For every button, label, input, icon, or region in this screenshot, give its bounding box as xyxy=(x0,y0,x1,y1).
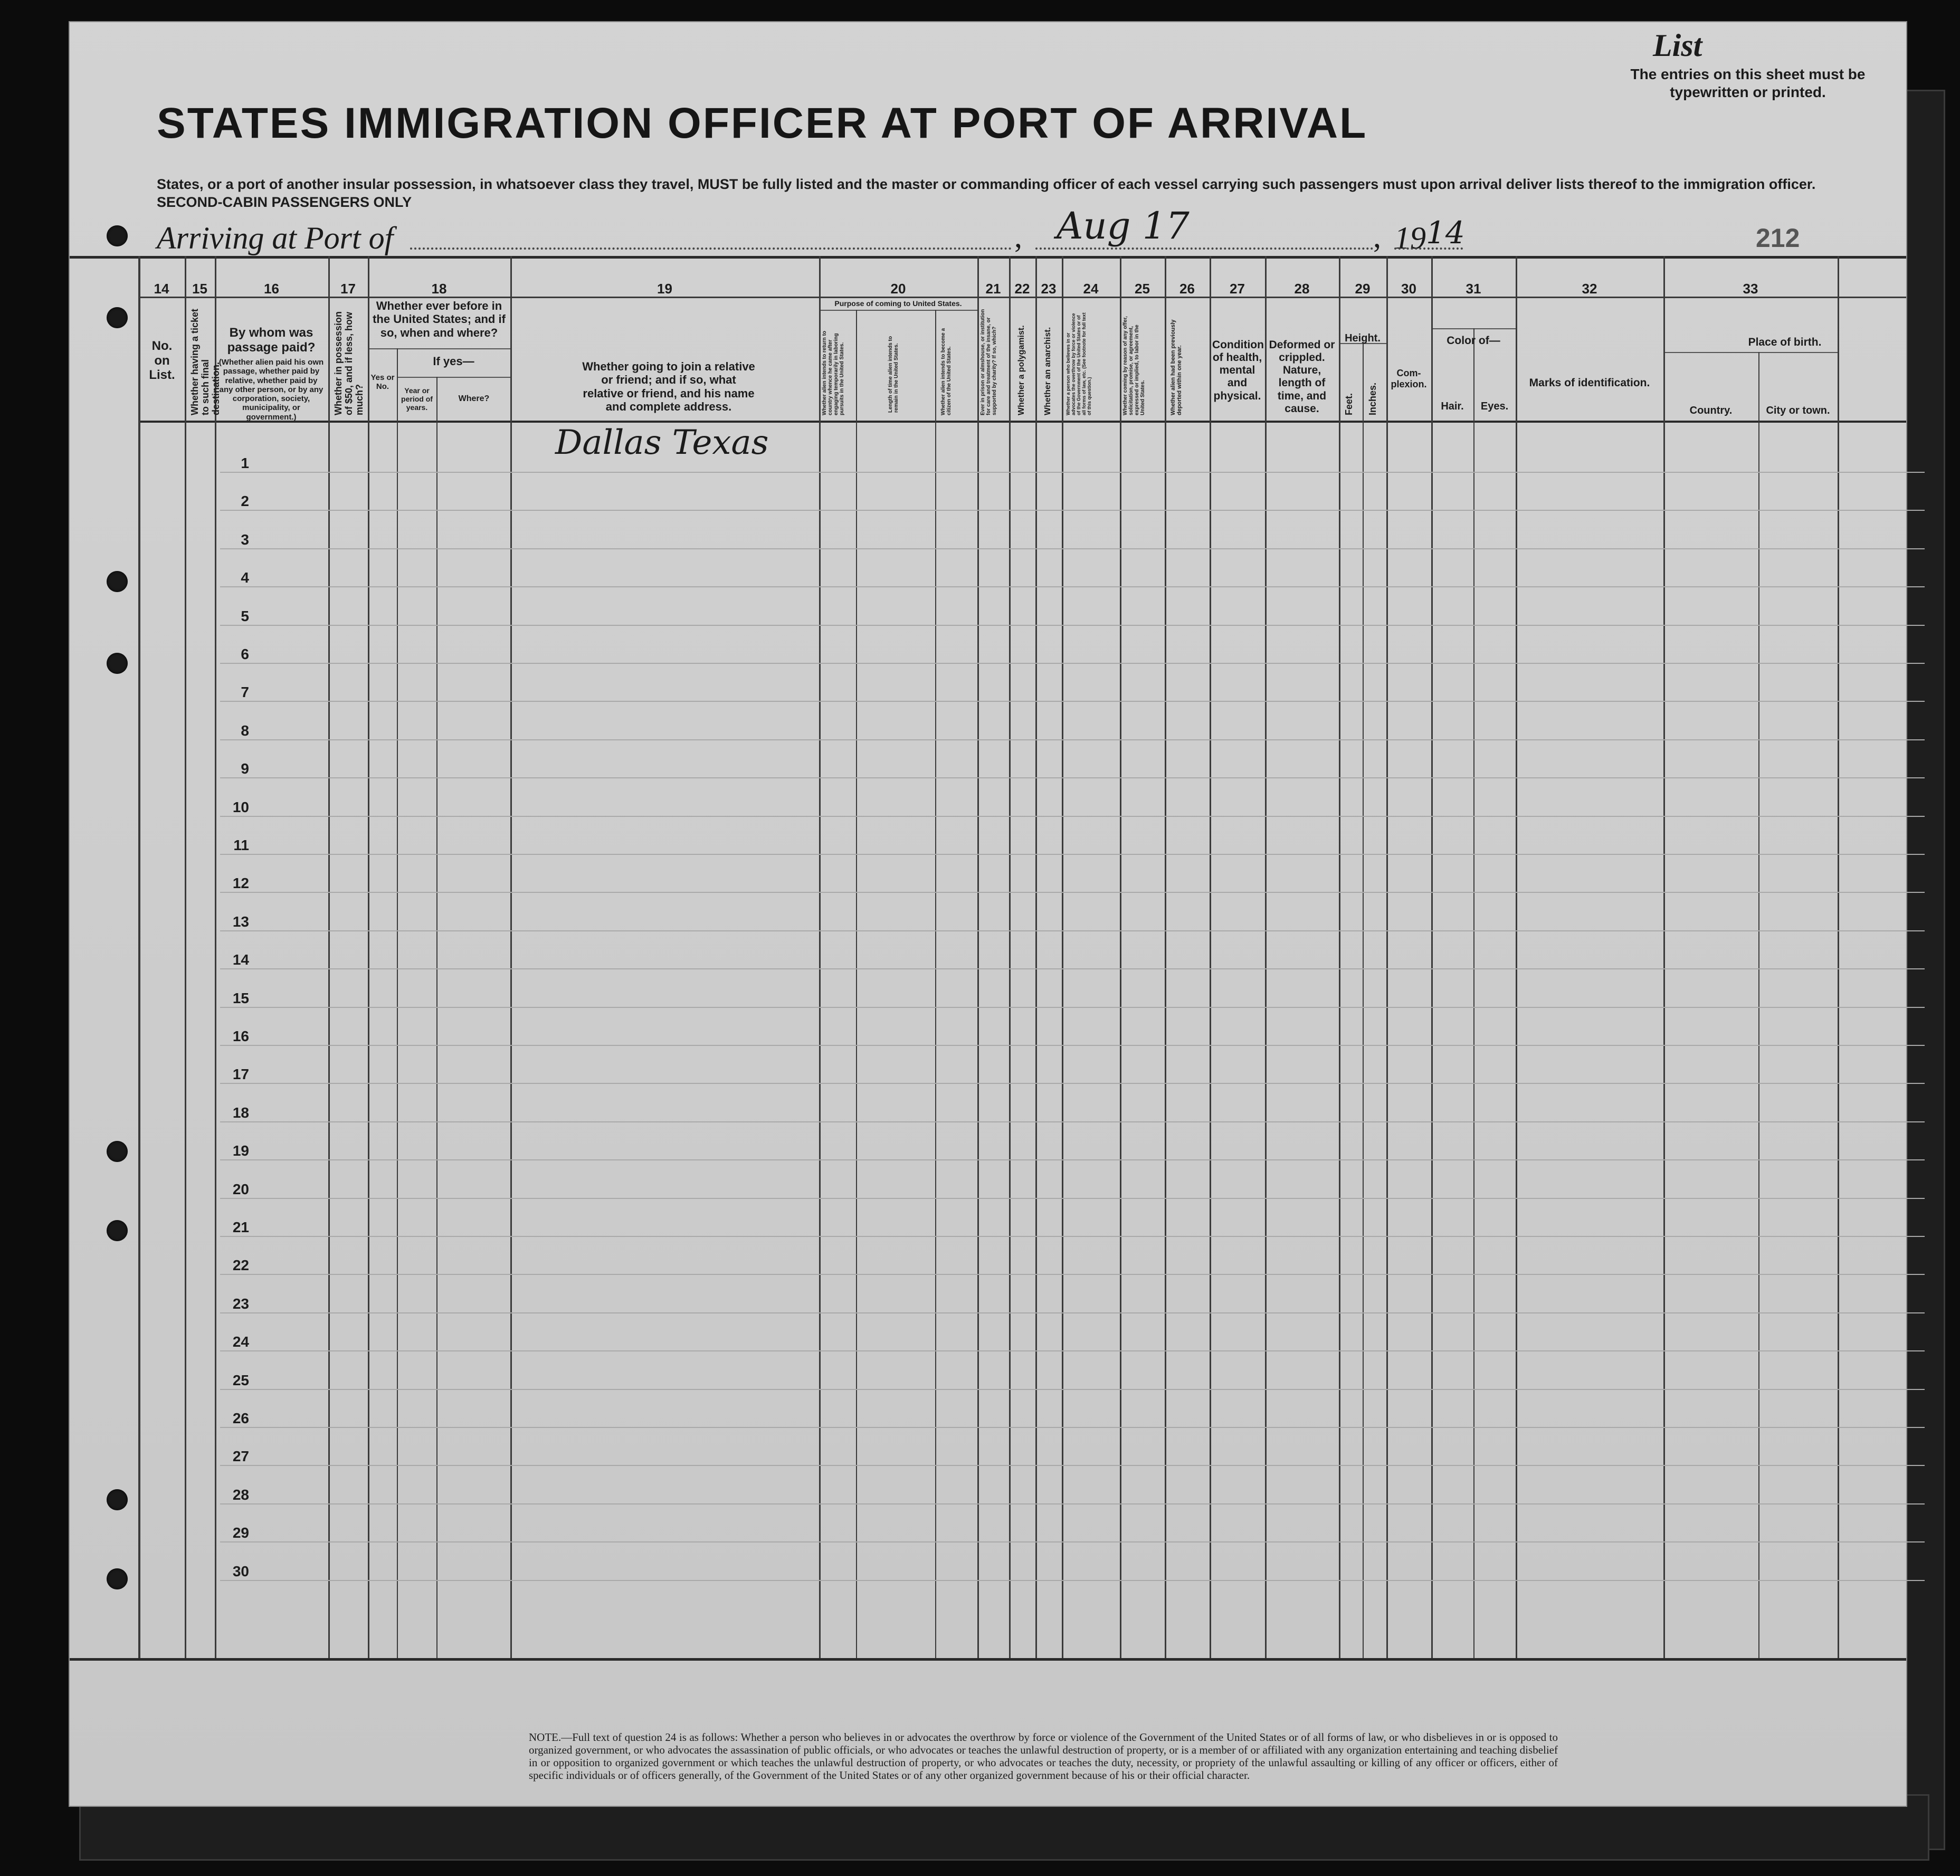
col-num-28: 28 xyxy=(1294,281,1310,297)
row-rule xyxy=(220,625,1925,626)
col18-header: Whether ever before in the United States; and if so, when and where? xyxy=(373,299,506,339)
col29-header: Height. xyxy=(1345,332,1381,344)
punch-hole xyxy=(107,1141,128,1162)
col-num-20: 20 xyxy=(890,281,906,297)
col24-header: Whether a person who believes in or advocates the overthrow by force or violence of the Government of the United States or of all forms of law, etc. (See footnote for full text of this question.) xyxy=(1065,312,1092,415)
col-divider xyxy=(977,256,979,1658)
col-num-32: 32 xyxy=(1582,281,1597,297)
row-number: 10 xyxy=(232,798,249,815)
row-number: 29 xyxy=(232,1525,249,1541)
row-number: 30 xyxy=(232,1563,249,1579)
punch-hole xyxy=(107,225,128,246)
col-num-19: 19 xyxy=(657,281,672,297)
col14-header: No. on List. xyxy=(149,339,175,383)
col18-year: Year or period of years. xyxy=(401,386,433,412)
row-number: 24 xyxy=(232,1334,249,1350)
col26-header: Whether alien had been previously deported within one year. xyxy=(1170,319,1183,415)
col19-header: Whether going to join a relative or friend; and if so, what relative or friend, and his name and complete address. xyxy=(582,360,755,413)
col25-header: Whether coming by reason of any offer, solicitation, promise, or agreement, expressed or implied, to labor in the United States. xyxy=(1122,316,1146,415)
typewritten-note: The entries on this sheet must be typewritten or printed. xyxy=(1630,66,1866,100)
col-divider xyxy=(328,256,330,1658)
col20-sub1: Whether alien intends to return to country whence he came after engaging temporarily in laboring pursuits in the United States. xyxy=(822,330,845,415)
col-num-16: 16 xyxy=(264,281,279,297)
col31-eyes: Eyes. xyxy=(1480,401,1509,412)
col28-header: Deformed or crippled. Nature, length of time, and cause. xyxy=(1269,339,1335,415)
arriving-label: Arriving at Port of xyxy=(157,221,394,255)
row-rule xyxy=(220,701,1925,702)
col-num-18: 18 xyxy=(431,281,447,297)
row-rule xyxy=(220,1045,1925,1046)
punch-hole xyxy=(107,653,128,674)
row-number: 7 xyxy=(241,684,249,701)
col20-header: Purpose of coming to United States. xyxy=(834,299,962,308)
row-rule xyxy=(220,663,1925,664)
comma: , xyxy=(1373,219,1381,254)
col-divider xyxy=(368,256,369,1658)
col20-sub-rule xyxy=(819,310,977,311)
row-number: 9 xyxy=(241,760,249,777)
page-number: 212 xyxy=(1756,223,1800,253)
row-rule xyxy=(220,548,1925,549)
col32-header: Marks of identification. xyxy=(1529,377,1650,389)
row-rule xyxy=(220,1580,1925,1581)
row-number: 25 xyxy=(232,1372,249,1388)
col-num-22: 22 xyxy=(1014,281,1030,297)
col18-where: Where? xyxy=(458,394,490,403)
col33-header: Place of birth. xyxy=(1748,336,1822,348)
col-divider xyxy=(1838,256,1839,1658)
col-divider xyxy=(1035,256,1037,1658)
year-prefix: 19 xyxy=(1394,221,1426,255)
page-title: STATES IMMIGRATION OFFICER AT PORT OF ARRIVAL xyxy=(157,99,1368,147)
col-divider xyxy=(1386,256,1388,1658)
col18-if-yes-rule xyxy=(397,377,510,378)
row-number: 21 xyxy=(232,1219,249,1235)
row-rule xyxy=(220,1198,1925,1199)
col17-header: Whether in possession of $50, and if less, how much? xyxy=(333,311,365,415)
col-divider xyxy=(1210,256,1211,1658)
punch-hole xyxy=(107,307,128,328)
col20-sub2: Length of time alien intends to remain in the United States. xyxy=(888,336,899,413)
col-divider xyxy=(397,348,398,1658)
col-num-14: 14 xyxy=(154,281,169,297)
col30-header: Com-plexion. xyxy=(1391,368,1427,389)
header-bottom-rule xyxy=(138,421,1906,423)
col18-sub-rule xyxy=(368,348,510,349)
col-num-26: 26 xyxy=(1179,281,1195,297)
col31-hair: Hair. xyxy=(1441,401,1464,412)
year-handwritten: 14 xyxy=(1426,215,1465,251)
row-rule xyxy=(220,854,1925,855)
row-number: 23 xyxy=(232,1295,249,1312)
row-rule xyxy=(220,1274,1925,1275)
row-rule xyxy=(220,586,1925,587)
row-number: 2 xyxy=(241,493,249,510)
row-rule xyxy=(220,1312,1925,1313)
year-line xyxy=(1394,247,1463,250)
col31-header: Color of— xyxy=(1447,335,1500,347)
row-rule xyxy=(220,1465,1925,1466)
top-rule xyxy=(70,256,1906,259)
row-rule xyxy=(220,1236,1925,1237)
instructions xyxy=(157,175,1872,211)
col16-header xyxy=(218,326,324,422)
col-divider xyxy=(1663,256,1665,1658)
col-divider xyxy=(1431,256,1433,1658)
col-num-30: 30 xyxy=(1401,281,1416,297)
col-divider xyxy=(935,310,936,1658)
col21-header: Ever in prison or almshouse, or institution for care and treatment of the insane, or supported by charity? If so, which? xyxy=(980,309,997,415)
row-rule xyxy=(220,739,1925,740)
row-number: 19 xyxy=(232,1142,249,1159)
col-divider xyxy=(1062,256,1063,1658)
entry-row1-col19: Dallas Texas xyxy=(555,423,769,462)
row-number: 13 xyxy=(232,913,249,930)
cabin-class: SECOND-CABIN PASSENGERS ONLY xyxy=(157,194,412,210)
row-number: 8 xyxy=(241,722,249,739)
row-number: 15 xyxy=(232,989,249,1006)
col-divider xyxy=(1165,256,1166,1658)
row-number: 16 xyxy=(232,1028,249,1044)
col-divider xyxy=(1516,256,1517,1658)
col-divider xyxy=(1473,328,1474,1658)
list-label: List xyxy=(1653,28,1702,63)
col-divider xyxy=(1363,343,1364,1658)
col-num-23: 23 xyxy=(1041,281,1057,297)
col-divider xyxy=(1120,256,1121,1658)
row-rule xyxy=(220,892,1925,893)
col-num-25: 25 xyxy=(1135,281,1150,297)
row-number: 1 xyxy=(241,455,249,471)
date-line xyxy=(1035,247,1373,250)
row-number: 12 xyxy=(232,875,249,892)
port-line xyxy=(410,247,1012,250)
col33-country: Country. xyxy=(1689,405,1733,416)
col-divider xyxy=(1009,256,1011,1658)
col-divider xyxy=(1265,256,1267,1658)
row-rule xyxy=(220,1159,1925,1160)
table-bottom-rule xyxy=(70,1658,1906,1661)
col-num-17: 17 xyxy=(340,281,356,297)
punch-hole xyxy=(107,1220,128,1241)
col18-yes-no: Yes or No. xyxy=(370,373,395,392)
row-number: 4 xyxy=(241,569,249,586)
col27-header: Condition of health, mental and physical. xyxy=(1212,339,1264,402)
row-number: 18 xyxy=(232,1104,249,1121)
row-rule xyxy=(220,1389,1925,1390)
row-number: 5 xyxy=(241,607,249,624)
row-rule xyxy=(220,1503,1925,1504)
row-rule xyxy=(220,777,1925,778)
col-num-29: 29 xyxy=(1355,281,1371,297)
row-number: 3 xyxy=(241,531,249,548)
col-divider xyxy=(185,256,186,1658)
row-number: 17 xyxy=(232,1066,249,1083)
col20-sub3: Whether alien intends to become a citizen of the United States. xyxy=(940,328,952,415)
row-number: 28 xyxy=(232,1486,249,1503)
col22-header: Whether a polygamist. xyxy=(1017,325,1026,415)
col-num-27: 27 xyxy=(1230,281,1245,297)
col-divider xyxy=(138,256,140,1658)
row-number: 26 xyxy=(232,1410,249,1426)
comma: , xyxy=(1014,219,1022,254)
col23-header: Whether an anarchist. xyxy=(1043,327,1052,415)
punch-hole xyxy=(107,571,128,592)
date-handwritten: Aug 17 xyxy=(1057,204,1190,247)
row-rule xyxy=(220,816,1925,817)
col-divider xyxy=(856,310,857,1658)
col29-feet: Feet. xyxy=(1344,393,1354,415)
row-rule xyxy=(220,1007,1925,1008)
row-number: 22 xyxy=(232,1257,249,1274)
row-number: 20 xyxy=(232,1180,249,1197)
row-number: 14 xyxy=(232,951,249,968)
col-num-24: 24 xyxy=(1083,281,1099,297)
row-rule xyxy=(220,968,1925,969)
col-divider xyxy=(510,256,512,1658)
instructions-text: States, or a port of another insular possession, in whatsoever class they travel, MUST be fully listed and the master or commanding officer of each vessel carrying such passengers must upon arrival deliver lists thereof to the immigration officer. xyxy=(157,176,1816,192)
row-rule xyxy=(220,1541,1925,1542)
row-rule xyxy=(220,1427,1925,1428)
col33-sub-rule xyxy=(1663,352,1838,353)
col-num-21: 21 xyxy=(985,281,1001,297)
row-rule xyxy=(220,1350,1925,1351)
col-num-15: 15 xyxy=(192,281,207,297)
row-number: 6 xyxy=(241,646,249,662)
col-num-31: 31 xyxy=(1466,281,1481,297)
col-num-33: 33 xyxy=(1743,281,1758,297)
col16-label: By whom was passage paid? xyxy=(227,326,316,355)
row-rule xyxy=(220,472,1925,473)
row-rule xyxy=(220,510,1925,511)
footnote: NOTE.—Full text of question 24 is as follows: Whether a person who believes in or advocates the overthrow by force or violence of the Government of the United States or of all forms of law, or who disbelieves in or is opposed to organized government, or who advocates the assassination of public officials, or who advocates or teaches the unlawful destruction of property, or is a member of or affiliated with any organization entertaining and teaching disbelief in or opposition to organized government or which teaches the unlawful destruction of property, or who advocates or teaches the duty, necessity, or propriety of the unlawful assaulting or killing of any officer or officers, either of specific individuals or of officers generally, of the Government of the United States or of any other organized government because of his or their official character. xyxy=(529,1731,1558,1782)
col15-header: Whether having a ticket to such final destination. xyxy=(189,308,221,415)
col-divider xyxy=(819,256,821,1658)
row-number: 11 xyxy=(233,837,249,853)
row-rule xyxy=(220,1121,1925,1122)
row-number: 27 xyxy=(232,1448,249,1465)
punch-hole xyxy=(107,1568,128,1589)
col33-city: City or town. xyxy=(1766,405,1830,416)
col18-if-yes: If yes— xyxy=(433,355,474,368)
col-divider xyxy=(1339,256,1340,1658)
row-rule xyxy=(220,930,1925,931)
col29-inches: Inches. xyxy=(1367,382,1378,415)
col16-sub: (Whether alien paid his own passage, whether paid by relative, whether paid by any other person, or by any corporation, society, municipality, or government.) xyxy=(218,358,324,422)
punch-hole xyxy=(107,1489,128,1510)
row-rule xyxy=(220,1083,1925,1084)
manifest-page xyxy=(69,21,1907,1807)
